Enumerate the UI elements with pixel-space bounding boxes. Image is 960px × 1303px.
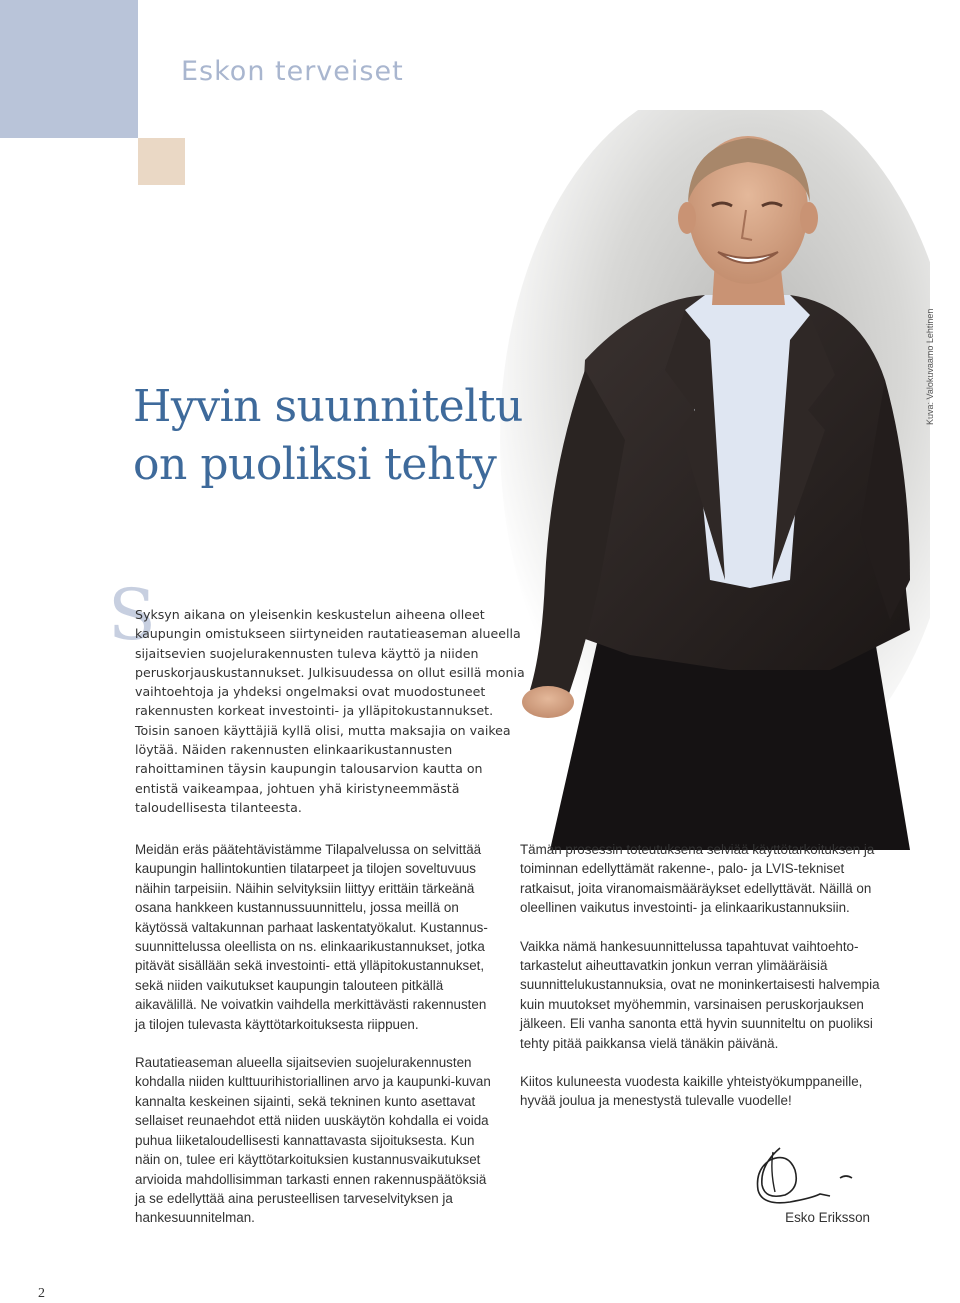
corner-accent-tan — [138, 138, 185, 185]
corner-accent-blue — [0, 0, 138, 138]
headline-line-2: on puoliksi tehty — [133, 439, 497, 490]
page-number: 2 — [38, 1286, 45, 1301]
body-paragraph: Vaikka nämä hankesuunnittelussa tapahtuvat vaihtoehto-tarkastelut aiheuttavatkin jonkun verran ylimääräisiä suunnittelukustannuksia, ovat ne moninkertaisesti halvempia kuin muutokset myöhemmin, varsinaisen peruskorjauksen jälkeen. Eli vanha sanonta että hyvin suunniteltu on puoliksi tehty pitää paikkansa vielä tänäkin päivänä. — [520, 938, 880, 1051]
body-paragraph: Kiitos kuluneesta vuodesta kaikille yhteistyökumppaneille, hyvää joulua ja menestystä tulevalle vuodelle! — [520, 1074, 863, 1109]
section-label: Eskon terveiset — [181, 56, 404, 87]
body-paragraph: Meidän eräs päätehtävistämme Tilapalvelussa on selvittää kaupungin hallintokuntien tilatarpeet ja tilojen soveltuvuus näihin tarpeisiin. Näihin selvityksiin liittyy erittäin tärkeänä osana hankkeen kustannussuunnittelu, jossa meillä on käytössä valtakunnan parhaat laskentatyökalut. Kustannus-suunnittelussa oleellista on ns. elinkaarikustannukset, jotka pitävät sisällään sekä investointi- että ylläpitokustannukset, sekä niiden vaikutukset kaupungin talouteen pitkällä aikavälillä. Ne voivatkin vaihdella merkittävästi rakennusten ja tilojen tulevasta käyttötarkoituksesta riippuen. — [135, 842, 488, 1032]
drop-cap: S — [108, 574, 156, 656]
body-paragraph: Rautatieaseman alueella sijaitsevien suojelurakennusten kohdalla niiden kulttuurihistoriallinen arvo ja kaupunki-kuvan kannalta keskeinen sijainti, sekä tekninen kunto asettavat sellaiset reunaehdot että niiden uuskäytön kohdalla ei voida puhua liiketaloudellisesti kannattavasta sijoituksesta. Kun näin on, tulee eri käyttötarkoituksien kustannusvaikutukset arvioida mahdollisimman tarkasti ennen rakennuspäätöksiä ja se edellyttää aina perusteellisen tarveselvityksen ja hankesuunnitelman. — [135, 1055, 491, 1226]
headline-line-1: Hyvin suunniteltu — [133, 381, 523, 432]
photo-credit: Kuva: Valokuvaamo Lehtinen — [925, 308, 935, 425]
lead-paragraph: Syksyn aikana on yleisenkin keskustelun aiheena olleet kaupungin omistukseen siirtyneiden rautatieaseman alueella sijaitsevien suojelurakennusten tuleva käyttö ja niiden peruskorjauskustannukset. Julkisuudessa on ollut esillä monia vaihtoehtoja ja yhdeksi ongelmaksi ovat muodostuneet rakennusten korkeat investointi- ja ylläpitokustannukset. Toisin sanoen käyttäjiä kyllä olisi, mutta maksajia on vaikea löytää. Näiden rakennusten elinkaarikustannusten rahoittaminen täysin kaupungin talousarvion kautta on entistä vaikeampaa, johtuen yhä kiristyneemmästä taloudellisesta tilanteesta. — [135, 607, 525, 815]
signature-name: Esko Eriksson — [785, 1210, 870, 1225]
body-paragraph: Tämän prosessin toteutuksena selviää käyttötarkoituksen ja toiminnan edellyttämät rakenne-, palo- ja LVIS-tekniset ratkaisut, joita viranomaismääräykset edellyttävät. Näillä on oleellinen vaikutus investointi- ja elinkaarikustannuksiin. — [520, 842, 875, 916]
body-column-right — [520, 840, 880, 1130]
portrait-photo — [490, 110, 930, 870]
handwritten-signature — [740, 1140, 870, 1210]
article-headline — [133, 378, 523, 494]
body-column-left — [135, 840, 495, 1247]
